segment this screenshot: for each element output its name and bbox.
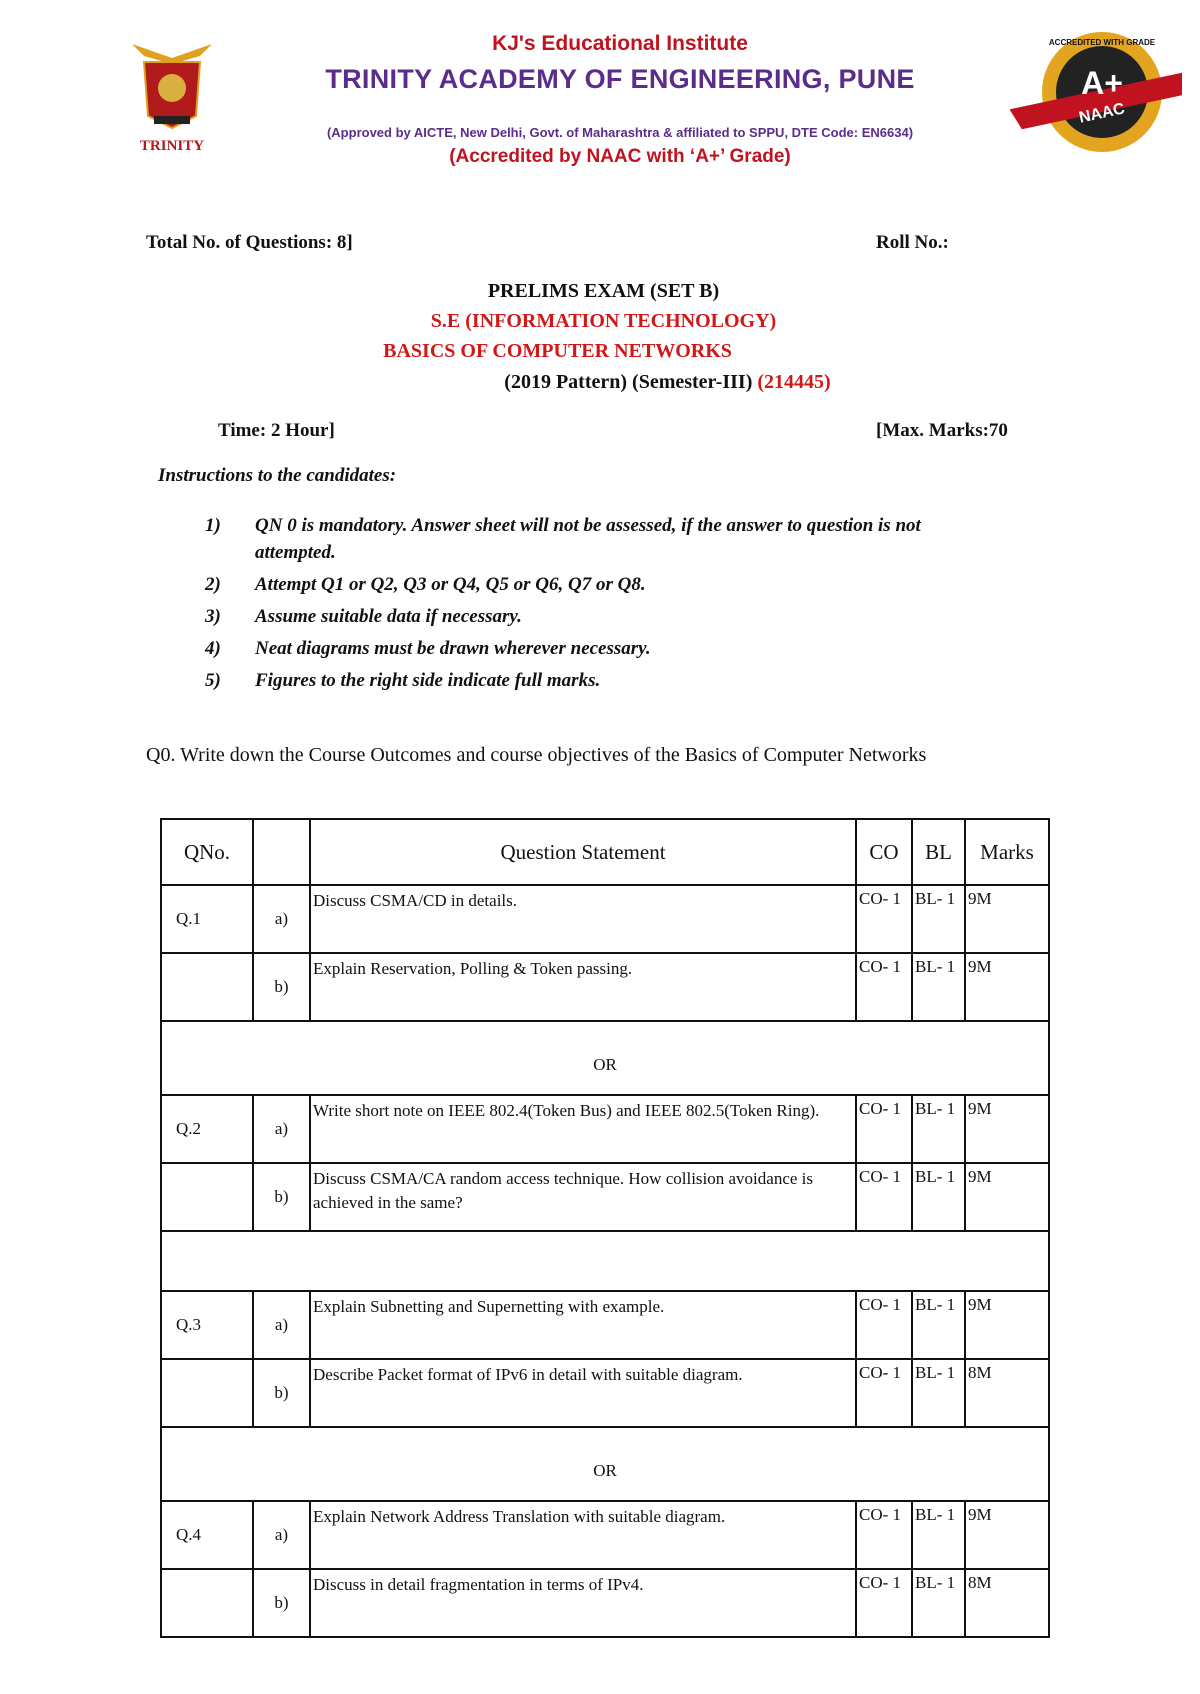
instruction-text: Assume suitable data if necessary. [255, 606, 522, 627]
course-outcome: CO- 1 [856, 1359, 912, 1427]
question-number [161, 1569, 253, 1637]
institute-name: KJ's Educational Institute [492, 32, 748, 55]
instruction-number: 4) [205, 638, 221, 659]
course-outcome: CO- 1 [856, 1163, 912, 1231]
instruction-text: Figures to the right side indicate full marks. [255, 670, 601, 691]
blank-separator-row [161, 1231, 1049, 1291]
roll-number-label: Roll No.: [876, 232, 949, 253]
bloom-level: BL- 1 [912, 1359, 965, 1427]
marks: 9M [965, 1095, 1049, 1163]
bloom-level: BL- 1 [912, 885, 965, 953]
branch-name: S.E (INFORMATION TECHNOLOGY) [430, 310, 777, 332]
course-outcome: CO- 1 [856, 1095, 912, 1163]
sub-question: b) [253, 1163, 310, 1231]
table-row [161, 1569, 1049, 1637]
sub-question: a) [253, 1501, 310, 1569]
header-statement: Question Statement [310, 819, 856, 885]
header-marks: Marks [965, 819, 1049, 885]
instruction-number: 2) [205, 574, 221, 595]
marks: 9M [965, 885, 1049, 953]
question-table [160, 818, 1050, 1638]
course-outcome: CO- 1 [856, 1501, 912, 1569]
pattern-line [210, 371, 1125, 394]
marks: 8M [965, 1569, 1049, 1637]
or-label: OR [161, 1427, 1049, 1501]
bloom-level: BL- 1 [912, 1501, 965, 1569]
instruction-number: 3) [205, 606, 221, 627]
instruction-item [205, 635, 965, 662]
sub-question: b) [253, 953, 310, 1021]
question-number [161, 953, 253, 1021]
max-marks: [Max. Marks:70 [876, 420, 1008, 441]
question-statement: Explain Subnetting and Supernetting with example. [310, 1291, 856, 1359]
instruction-item [205, 667, 965, 694]
question-number [161, 1163, 253, 1231]
question-number: Q.3 [161, 1291, 253, 1359]
instruction-item [205, 571, 965, 598]
total-questions: Total No. of Questions: 8] [146, 232, 353, 253]
sub-question: a) [253, 1095, 310, 1163]
svg-text:A+: A+ [1081, 65, 1123, 101]
blank-separator [161, 1231, 1049, 1291]
question-number [161, 1359, 253, 1427]
instruction-text: QN 0 is mandatory. Answer sheet will not be assessed, if the answer to question is not attempted. [255, 515, 921, 563]
instruction-item [205, 603, 965, 630]
exam-time: Time: 2 Hour] [218, 420, 335, 441]
svg-text:ACCREDITED WITH GRADE: ACCREDITED WITH GRADE [1048, 38, 1156, 47]
marks: 9M [965, 953, 1049, 1021]
question-number: Q.1 [161, 885, 253, 953]
table-row [161, 1095, 1049, 1163]
question-statement: Describe Packet format of IPv6 in detail with suitable diagram. [310, 1359, 856, 1427]
question-number: Q.2 [161, 1095, 253, 1163]
subject-name: BASICS OF COMPUTER NETWORKS [383, 340, 732, 362]
college-name: TRINITY ACADEMY OF ENGINEERING, PUNE [325, 64, 915, 94]
course-outcome: CO- 1 [856, 953, 912, 1021]
bloom-level: BL- 1 [912, 953, 965, 1021]
marks: 9M [965, 1291, 1049, 1359]
header-qno: QNo. [161, 819, 253, 885]
instructions-heading: Instructions to the candidates: [158, 465, 397, 486]
naac-badge [1010, 28, 1182, 158]
course-outcome: CO- 1 [856, 1291, 912, 1359]
sub-question: a) [253, 885, 310, 953]
svg-text:NAAC: NAAC [1077, 100, 1127, 127]
header-bl: BL [912, 819, 965, 885]
question-statement: Explain Network Address Translation with suitable diagram. [310, 1501, 856, 1569]
accreditation-line: (Accredited by NAAC with ‘A+’ Grade) [449, 146, 791, 167]
marks: 8M [965, 1359, 1049, 1427]
pattern-text: (2019 Pattern) (Semester-III) [504, 371, 758, 393]
bloom-level: BL- 1 [912, 1095, 965, 1163]
table-header-row [161, 819, 1049, 885]
marks: 9M [965, 1501, 1049, 1569]
bloom-level: BL- 1 [912, 1163, 965, 1231]
bloom-level: BL- 1 [912, 1569, 965, 1637]
svg-text:TRINITY: TRINITY [139, 138, 205, 154]
instruction-text: Neat diagrams must be drawn wherever necessary. [255, 638, 651, 659]
sub-question: a) [253, 1291, 310, 1359]
or-label: OR [161, 1021, 1049, 1095]
question-statement: Discuss in detail fragmentation in terms of IPv4. [310, 1569, 856, 1637]
table-row [161, 1501, 1049, 1569]
question-statement: Explain Reservation, Polling & Token passing. [310, 953, 856, 1021]
instructions-list [205, 512, 965, 699]
instruction-number: 1) [205, 515, 221, 536]
header-co: CO [856, 819, 912, 885]
instruction-text: Attempt Q1 or Q2, Q3 or Q4, Q5 or Q6, Q7 or Q8. [255, 574, 646, 595]
subject-code: (214445) [757, 371, 831, 393]
sub-question: b) [253, 1569, 310, 1637]
instruction-number: 5) [205, 670, 221, 691]
header-sub [253, 819, 310, 885]
or-separator-row [161, 1427, 1049, 1501]
course-outcome: CO- 1 [856, 885, 912, 953]
table-row [161, 885, 1049, 953]
marks: 9M [965, 1163, 1049, 1231]
question-statement: Discuss CSMA/CD in details. [310, 885, 856, 953]
question-zero: Q0. Write down the Course Outcomes and course objectives of the Basics of Computer Networks [146, 744, 927, 766]
question-statement: Write short note on IEEE 802.4(Token Bus) and IEEE 802.5(Token Ring). [310, 1095, 856, 1163]
exam-title: PRELIMS EXAM (SET B) [487, 280, 720, 302]
or-separator-row [161, 1021, 1049, 1095]
instruction-item [205, 512, 965, 566]
question-statement: Discuss CSMA/CA random access technique. How collision avoidance is achieved in the same? [310, 1163, 856, 1231]
table-row [161, 1291, 1049, 1359]
table-row [161, 1163, 1049, 1231]
table-row [161, 953, 1049, 1021]
approval-line: (Approved by AICTE, New Delhi, Govt. of Maharashtra & affiliated to SPPU, DTE Code: EN6634) [326, 125, 914, 140]
trinity-logo [130, 36, 214, 156]
course-outcome: CO- 1 [856, 1569, 912, 1637]
bloom-level: BL- 1 [912, 1291, 965, 1359]
sub-question: b) [253, 1359, 310, 1427]
table-row [161, 1359, 1049, 1427]
question-number: Q.4 [161, 1501, 253, 1569]
